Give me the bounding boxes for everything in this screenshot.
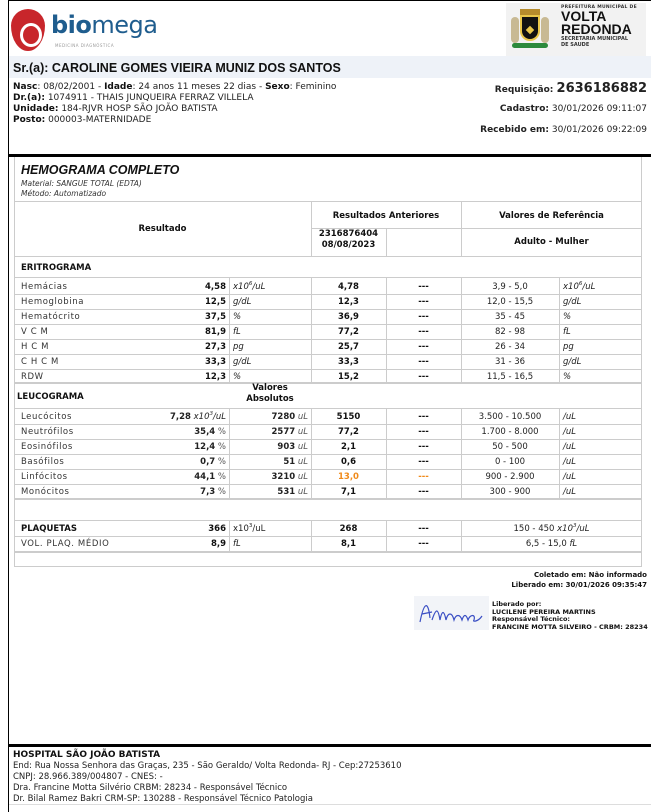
analyte-name: Basófilos	[21, 457, 65, 467]
result-value: 33,3	[205, 357, 226, 367]
previous-value: 8,1	[340, 539, 357, 549]
absolute-value: 7280 uL	[271, 412, 308, 422]
previous-value-2: ---	[418, 472, 429, 482]
partner-line1: PREFEITURA MUNICIPAL DE	[561, 5, 637, 10]
result-value: 12,3	[205, 372, 226, 382]
analyte-name: V C M	[21, 327, 49, 337]
previous-value-2: ---	[418, 412, 429, 422]
result-value: 44,1 %	[194, 472, 226, 482]
previous-value: 0,6	[340, 457, 357, 467]
reference-range: 12,0 - 15,5	[486, 297, 534, 307]
previous-value: 25,7	[338, 342, 359, 352]
patient-name: Sr.(a): CAROLINE GOMES VIEIRA MUNIZ DOS SANTOS	[13, 61, 341, 75]
previous-value: 77,2	[338, 427, 359, 437]
reference-unit: /uL	[563, 442, 576, 452]
previous-value: 36,9	[338, 312, 359, 322]
signature-image	[414, 596, 489, 630]
reference-range: 300 - 900	[489, 487, 531, 497]
biomega-drop-icon	[11, 9, 45, 51]
partner-line3: REDONDA	[561, 21, 632, 37]
absolute-values-header-2: Absolutos	[246, 394, 294, 404]
previous-value-2: ---	[418, 457, 429, 467]
previous-value: 2,1	[340, 442, 357, 452]
result-value: 7,28 $x10^3/uL$	[169, 411, 226, 422]
footer-responsible-1: Dra. Francine Motta Silvério CRBM: 28234 - Responsável Técnico	[13, 783, 288, 793]
previous-value: 268	[339, 524, 358, 534]
footer-responsible-2: Dr. Bilal Ramez Bakri CRM-SP: 130288 - Responsável Técnico Patologia	[13, 794, 313, 804]
previous-value-2: ---	[418, 372, 429, 382]
result-unit: %	[233, 312, 242, 322]
previous-value: 33,3	[338, 357, 359, 367]
reference-range: 50 - 500	[492, 442, 528, 452]
absolute-value: 51 uL	[283, 457, 308, 467]
reference-unit: /uL	[563, 487, 576, 497]
coat-of-arms-icon	[508, 7, 552, 51]
analyte-name: C H C M	[21, 357, 59, 367]
analyte-name: Leucócitos	[21, 412, 73, 422]
biomega-wordmark: biomega	[51, 11, 158, 39]
patient-demographics: Nasc: 08/02/2001 - Idade: 24 anos 11 meses 22 dias - Sexo: Feminino	[13, 82, 337, 92]
reference-unit: /uL	[563, 412, 576, 422]
reference-unit: %	[563, 372, 572, 382]
previous-value-2: ---	[418, 342, 429, 352]
result-value: 12,5	[205, 297, 226, 307]
previous-value: 12,3	[338, 297, 359, 307]
section-leucograma: LEUCOGRAMA	[17, 392, 84, 402]
column-header-reference: Valores de Referência	[499, 211, 604, 221]
result-value: 12,4 %	[194, 442, 226, 452]
reference-range: 1.700 - 8.000	[481, 427, 539, 437]
reference-range: 0 - 100	[494, 457, 526, 467]
header	[9, 0, 651, 56]
footer-cnpj: CNPJ: 28.966.389/004807 - CNES: -	[13, 772, 163, 782]
patient-unit: Unidade: 184-RJVR HOSP SÃO JOÃO BATISTA	[13, 104, 218, 114]
reference-range: 6,5 - 15,0 fL	[525, 539, 578, 549]
previous-value-2: ---	[418, 539, 429, 549]
result-unit: $x10^3/uL$	[233, 523, 266, 534]
partner-line4: SECRETARIA MUNICIPAL	[561, 36, 629, 42]
reference-range: 82 - 98	[494, 327, 526, 337]
volta-redonda-logo	[506, 3, 646, 57]
report-page	[8, 0, 651, 812]
reference-range: 35 - 45	[494, 312, 526, 322]
signature-icon	[414, 596, 489, 630]
previous-value: 7,1	[340, 487, 357, 497]
analyte-name: Hemácias	[21, 282, 68, 292]
result-unit: g/dL	[233, 357, 252, 367]
result-value: 7,3 %	[200, 487, 226, 497]
analyte-name: H C M	[21, 342, 50, 352]
result-unit: %	[233, 372, 242, 382]
result-unit: fL	[233, 539, 241, 549]
patient-doctor: Dr.(a): 1074911 - THAIS JUNQUEIRA FERRAZ VILLELA	[13, 93, 254, 103]
reference-unit: g/dL	[563, 297, 582, 307]
reference-unit: $x10^6/uL$	[563, 281, 596, 292]
reference-range: 3,9 - 5,0	[492, 282, 528, 292]
result-unit: fL	[233, 327, 241, 337]
requisition-number: Requisição: 2636186882	[494, 81, 647, 96]
previous-value-2: ---	[418, 282, 429, 292]
result-unit: $x10^6/uL$	[233, 281, 266, 292]
collected-date: Coletado em: Não informado	[533, 571, 647, 579]
analyte-name: RDW	[21, 372, 44, 382]
reference-unit: g/dL	[563, 357, 582, 367]
absolute-value: 3210 uL	[271, 472, 308, 482]
previous-value-2: ---	[418, 312, 429, 322]
footer-hospital: HOSPITAL SÃO JOÃO BATISTA	[13, 750, 161, 760]
reference-range: 150 - 450 $x10^3/uL$	[513, 523, 590, 534]
result-unit: pg	[233, 342, 244, 352]
previous-value-2: ---	[418, 524, 429, 534]
reference-unit: /uL	[563, 472, 576, 482]
received-date: Recebido em: 30/01/2026 09:22:09	[480, 125, 647, 135]
reference-group: Adulto - Mulher	[514, 237, 589, 247]
previous-value: 5150	[336, 412, 361, 422]
absolute-value: 2577 uL	[271, 427, 308, 437]
footer-divider	[9, 744, 651, 747]
registration-date: Cadastro: 30/01/2026 09:11:07	[499, 104, 647, 114]
analyte-name: Monócitos	[21, 487, 70, 497]
previous-value: 4,78	[338, 282, 359, 292]
section-eritrograma: ERITROGRAMA	[21, 263, 92, 273]
exam-method: Método: Automatizado	[21, 189, 107, 198]
reference-range: 26 - 34	[494, 342, 526, 352]
previous-id: 2316876404	[318, 229, 379, 239]
biomega-subtitle: MEDICINA DIAGNÓSTICA	[55, 43, 115, 48]
partner-line2: VOLTA	[561, 8, 607, 24]
previous-value: 13,0	[338, 472, 359, 482]
analyte-name: PLAQUETAS	[21, 524, 77, 534]
result-value: 35,4 %	[194, 427, 226, 437]
previous-value-2: ---	[418, 487, 429, 497]
exam-material: Material: SANGUE TOTAL (EDTA)	[21, 179, 142, 188]
reference-unit: /uL	[563, 457, 576, 467]
previous-value: 15,2	[338, 372, 359, 382]
reference-range: 31 - 36	[494, 357, 526, 367]
reference-range: 11,5 - 16,5	[486, 372, 534, 382]
previous-value-2: ---	[418, 327, 429, 337]
analyte-name: VOL. PLAQ. MÉDIO	[21, 539, 110, 549]
released-date: Liberado em: 30/01/2026 09:35:47	[511, 581, 647, 589]
reference-unit: /uL	[563, 427, 576, 437]
previous-value: 77,2	[338, 327, 359, 337]
result-unit: g/dL	[233, 297, 252, 307]
reference-unit: pg	[563, 342, 574, 352]
analyte-name: Linfócitos	[21, 472, 68, 482]
analyte-name: Hematócrito	[21, 312, 81, 322]
column-header-result: Resultado	[138, 224, 187, 234]
result-value: 4,58	[205, 282, 226, 292]
footer-cutoff-row	[9, 804, 651, 812]
result-value: 27,3	[205, 342, 226, 352]
signature-block: Liberado por: LUCILENE PEREIRA MARTINS Responsável Técnico: FRANCINE MOTTA SILVEIRO - CRBM: 28234	[492, 600, 648, 631]
result-value: 81,9	[205, 327, 226, 337]
previous-date: 08/08/2023	[321, 240, 376, 250]
exam-title: HEMOGRAMA COMPLETO	[21, 163, 180, 177]
result-value: 37,5	[205, 312, 226, 322]
analyte-name: Hemoglobina	[21, 297, 85, 307]
reference-range: 900 - 2.900	[485, 472, 535, 482]
absolute-value: 903 uL	[277, 442, 308, 452]
partner-line5: DE SAUDE	[561, 42, 590, 48]
column-header-previous: Resultados Anteriores	[332, 211, 440, 221]
absolute-values-header-1: Valores	[252, 383, 288, 393]
previous-value-2: ---	[418, 357, 429, 367]
result-value: 8,9	[210, 539, 226, 549]
analyte-name: Eosinófilos	[21, 442, 73, 452]
result-value: 0,7 %	[200, 457, 226, 467]
previous-value-2: ---	[418, 427, 429, 437]
previous-value-2: ---	[418, 442, 429, 452]
reference-unit: %	[563, 312, 572, 322]
biomega-logo	[11, 5, 158, 51]
reference-unit: fL	[563, 327, 571, 337]
reference-range: 3.500 - 10.500	[478, 412, 542, 422]
analyte-name: Neutrófilos	[21, 427, 74, 437]
result-value: 366	[208, 524, 226, 534]
absolute-value: 531 uL	[277, 487, 308, 497]
patient-post: Posto: 000003-MATERNIDADE	[13, 115, 152, 125]
footer-address: End: Rua Nossa Senhora das Graças, 235 - São Geraldo/ Volta Redonda- RJ - Cep:27253610	[13, 761, 402, 771]
previous-value-2: ---	[418, 297, 429, 307]
